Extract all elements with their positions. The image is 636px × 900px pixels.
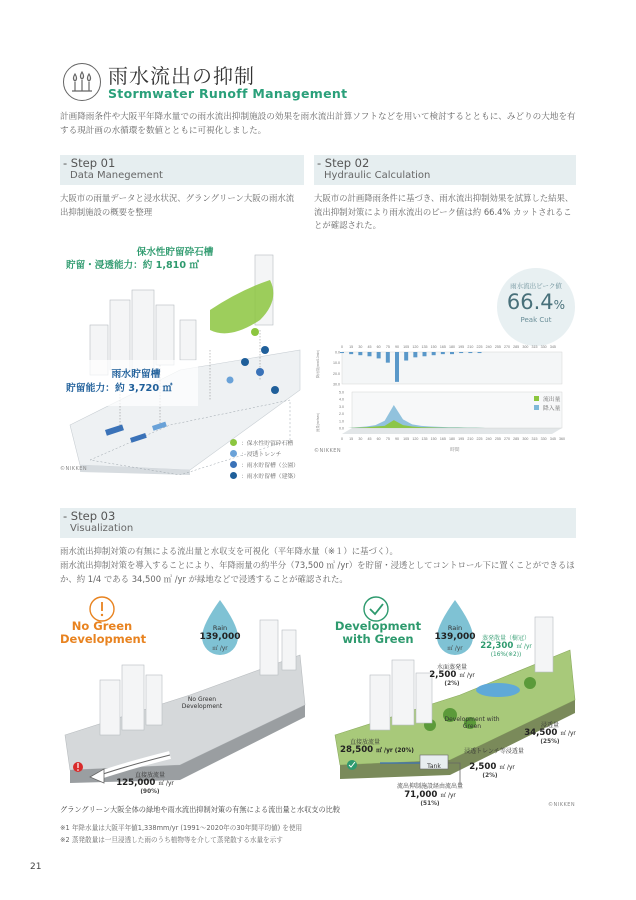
rain-label-right: Rain <box>447 624 463 632</box>
rain-bar <box>413 352 417 357</box>
footnote-2: ※2 蒸発散量は一旦浸透した雨のうち植物等を介して蒸発散する水量を示す <box>60 836 283 844</box>
controlled-unit: ㎥ /yr <box>440 793 456 799</box>
legend-dot <box>230 472 237 479</box>
stormwater-logo-icon <box>63 63 101 101</box>
rain-bar <box>459 352 463 353</box>
rain-y-tick: 30.0 <box>333 382 340 387</box>
rain-x-tick: 165 <box>439 345 446 349</box>
step2-text: 大阪市の計画降雨条件に基づき、雨水流出抑制効果を試算した結果、流出抑制対策により雨水流出のピーク値は約 66.4% カットされることが確認された。 <box>314 193 574 230</box>
flow-y-tick: 2.0 <box>339 412 344 417</box>
rain-unit-left: ㎥ /yr <box>212 646 228 652</box>
rain-bar <box>358 352 362 355</box>
trench-value-wrap <box>460 762 524 772</box>
page-number: 21 <box>30 862 42 872</box>
page-subtitle: Stormwater Runoff Management <box>108 86 348 101</box>
step3-text2: 雨水流出抑制対策を導入することにより、年降雨量の約半分（73,500 ㎥ /yr）を貯留・浸透としてコントロール下に置くことができるほか、約 1/4 である 34,500 ㎥ /yr が緑地などで浸透することが確認された。 <box>60 560 575 584</box>
flow-x-tick: 45 <box>367 437 372 441</box>
rain-y-tick: 0.0 <box>335 350 340 355</box>
flow-x-tick: 90 <box>395 437 399 441</box>
rain-bar <box>386 352 390 363</box>
flow-y-tick: 0.0 <box>339 426 344 431</box>
rain-x-tick: 210 <box>467 345 474 349</box>
rain-bar <box>368 352 372 356</box>
infiltration-value-wrap <box>522 728 578 738</box>
flow-x-tick: 15 <box>349 437 354 441</box>
rain-x-tick: 270 <box>504 345 510 349</box>
rain-value-left: 139,000 <box>199 632 241 642</box>
surface-evap-pct: (2%) <box>444 681 460 687</box>
tank-capacity: 貯留能力：約 3,720 ㎥ <box>66 383 173 394</box>
chart-x-label: 時間 <box>450 448 460 453</box>
flow-x-tick: 150 <box>430 437 437 441</box>
rain-bar <box>349 352 353 354</box>
legend-dot <box>230 461 237 468</box>
with-green-title: Development with Green <box>334 619 422 646</box>
surface-evap-value: 2,500 <box>429 670 457 680</box>
flow-x-tick: 360 <box>559 437 565 441</box>
step3-text1: 雨水流出抑制対策の有無による流出量と水収支を可視化（平年降水量（※１）に基づく）。 <box>60 546 398 556</box>
flow-x-tick: 180 <box>449 437 455 441</box>
step2-name: Hydraulic Calculation <box>324 170 431 181</box>
gravel-capacity: 貯留・浸透能力：約 1,810 ㎥ <box>66 260 199 271</box>
rain-x-tick: 75 <box>385 345 390 349</box>
flow-x-tick: 165 <box>439 437 446 441</box>
rain-y-tick: 20.0 <box>333 371 340 376</box>
step2-header <box>314 155 576 185</box>
surface-evap-value-wrap <box>422 670 482 680</box>
rain-bar <box>450 352 454 354</box>
flow-x-tick: 30 <box>358 437 363 441</box>
flow-y-tick: 4.0 <box>339 397 344 402</box>
rain-label-left: Rain <box>212 624 228 632</box>
peak-label: 雨水流出ピーク値 <box>510 282 562 290</box>
flow-y-label: 流量(m³/sec) <box>316 412 320 432</box>
tank-label: Tank <box>427 763 441 770</box>
peak-value-wrap <box>497 290 575 314</box>
no-green-title: No Green Development <box>60 619 147 646</box>
trench-pct: (2%) <box>482 773 498 779</box>
rain-x-tick: 330 <box>540 345 547 349</box>
chart-legend-runoff: 流出量 <box>534 394 560 403</box>
peak-sub: Peak Cut <box>520 316 552 324</box>
evap-label: 蒸発散量（樹冠） <box>481 635 530 642</box>
rain-x-tick: 0 <box>341 345 343 349</box>
controlled-pct: (51%) <box>420 801 440 807</box>
flow-x-tick: 75 <box>385 437 390 441</box>
flow-x-tick: 240 <box>485 437 492 441</box>
flow-x-tick: 135 <box>421 437 428 441</box>
flow-y-tick: 5.0 <box>339 390 344 395</box>
footnote-1: ※1 年降水量は大阪平年値1,338mm/yr (1991〜2020年の30年間平均値) を使用 <box>60 824 303 832</box>
step3-header <box>60 508 576 538</box>
rain-bar <box>468 352 472 353</box>
trench-unit: ㎥ /yr <box>499 765 515 771</box>
left-runoff-pct: (90%) <box>140 789 160 795</box>
legend-tank-park: ：雨水貯留槽（公園） <box>230 460 299 469</box>
credit: ©NIKKEN <box>60 466 88 472</box>
flow-x-tick: 345 <box>549 437 556 441</box>
flow-x-tick: 330 <box>540 437 547 441</box>
rain-x-tick: 135 <box>421 345 428 349</box>
controlled-value: 71,000 <box>404 790 438 800</box>
left-runoff-value-wrap <box>110 778 180 788</box>
rain-bar <box>441 352 445 354</box>
rain-x-tick: 30 <box>358 345 363 349</box>
step1-name: Data Manegement <box>70 170 163 181</box>
infiltration-unit: ㎥ /yr <box>560 731 576 737</box>
flow-x-tick: 0 <box>341 437 343 441</box>
rain-x-tick: 240 <box>485 345 492 349</box>
evap-pct: (16%(※2)) <box>490 652 522 658</box>
rain-x-tick: 255 <box>494 345 501 349</box>
page-title: 雨水流出の抑制 <box>108 64 255 88</box>
chart-legend-inflow: 降入量 <box>534 403 560 412</box>
rain-x-tick: 15 <box>349 345 354 349</box>
evap-value: 22,300 <box>480 641 514 651</box>
rain-x-tick: 105 <box>403 345 410 349</box>
rain-x-tick: 300 <box>522 345 529 349</box>
with-green-area-label: Development with Green <box>444 716 500 730</box>
rain-x-tick: 120 <box>412 345 419 349</box>
flow-x-tick: 285 <box>513 437 520 441</box>
step1-text: 大阪市の雨量データと浸水状況、グラングリーン大阪の雨水流出抑制施設の概要を整理 <box>60 193 295 217</box>
legend-dot <box>230 450 237 457</box>
fig-credit: ©NIKKEN <box>548 802 576 808</box>
legend-gravel: ：保水性貯留砕石槽 <box>230 438 293 447</box>
legend-swatch <box>534 396 539 401</box>
rain-x-tick: 315 <box>531 345 538 349</box>
legend-swatch <box>534 405 539 410</box>
rain-y-tick: 10.0 <box>333 361 340 366</box>
direct-runoff-unit: ㎥ /yr (20%) <box>376 748 414 754</box>
no-green-area-label: No Green Development <box>181 696 223 710</box>
flow-x-tick: 60 <box>376 437 381 441</box>
rain-panel <box>342 352 562 384</box>
controlled-label: 流出抑制施設経由流出量 <box>396 783 463 790</box>
controlled-value-wrap <box>380 790 480 800</box>
rain-x-tick: 90 <box>395 345 399 349</box>
infiltration-value: 34,500 <box>524 728 558 738</box>
rain-value-right: 139,000 <box>434 632 476 642</box>
evap-unit: ㎥ /yr <box>516 644 532 650</box>
flow-x-tick: 315 <box>531 437 538 441</box>
step2-number: - Step 02 <box>317 156 370 170</box>
surface-evap-unit: ㎥ /yr <box>459 673 475 679</box>
legend-dot <box>230 439 237 446</box>
left-runoff-label: 直接放流量 <box>134 772 165 779</box>
step3-number: - Step 03 <box>63 509 116 523</box>
chart-credit: ©NIKKEN <box>314 448 342 454</box>
flow-x-tick: 255 <box>494 437 501 441</box>
left-runoff-value: 125,000 <box>116 778 156 788</box>
flow-y-tick: 1.0 <box>339 419 344 424</box>
rain-bar <box>340 352 344 353</box>
flow-x-tick: 270 <box>504 437 510 441</box>
tank-title: 雨水貯留槽 <box>111 369 161 380</box>
rain-x-tick: 180 <box>449 345 455 349</box>
peak-percent: % <box>553 298 566 312</box>
flow-x-tick: 105 <box>403 437 410 441</box>
step3-name: Visualization <box>70 523 134 534</box>
rain-x-tick: 150 <box>430 345 437 349</box>
rain-x-tick: 195 <box>458 345 465 349</box>
surface-evap-label: 水面蒸発量 <box>436 664 467 671</box>
direct-runoff-value: 28,500 <box>340 745 374 755</box>
rain-bar <box>395 352 399 382</box>
direct-runoff-label: 直接放流量 <box>349 739 380 746</box>
trench-label: 浸透トレンチ等浸透量 <box>464 748 524 755</box>
rain-x-tick: 45 <box>367 345 372 349</box>
flow-x-tick: 210 <box>467 437 474 441</box>
rain-bar <box>423 352 427 356</box>
left-runoff-unit: ㎥ /yr <box>158 781 174 787</box>
flow-x-tick: 225 <box>476 437 483 441</box>
rain-bar <box>478 352 482 353</box>
step1-header <box>60 155 304 185</box>
rain-bar <box>377 352 381 358</box>
infiltration-pct: (25%) <box>540 739 560 745</box>
step1-number: - Step 01 <box>63 156 116 170</box>
flow-x-tick: 300 <box>522 437 529 441</box>
trench-value: 2,500 <box>469 762 497 772</box>
flow-x-tick: 120 <box>412 437 419 441</box>
rain-x-tick: 345 <box>549 345 556 349</box>
legend-tank-building: ：雨水貯留槽（建築） <box>230 471 299 480</box>
legend-trench: ：浸透トレンチ <box>230 449 281 458</box>
rain-x-tick: 60 <box>376 345 381 349</box>
rain-x-tick: 285 <box>513 345 520 349</box>
flow-floor <box>342 428 562 434</box>
rain-bar <box>432 352 436 355</box>
rain-unit-right: ㎥ /yr <box>447 646 463 652</box>
intro-text: 計画降雨条件や大阪平年降水量での雨水流出抑制施設の効果を雨水流出計算ソフトなどを用いて検討するとともに、みどりの大地を有する現計画の水循環を数値とともに可視化しました。 <box>60 112 576 136</box>
peak-value: 66.4 <box>506 290 554 314</box>
infiltration-label: 浸透量 <box>540 722 559 729</box>
gravel-title: 保水性貯留砕石槽 <box>136 247 214 258</box>
flow-x-tick: 195 <box>458 437 465 441</box>
direct-runoff-value-wrap <box>340 745 430 755</box>
figure-caption: グラングリーン大阪全体の緑地や雨水流出抑制対策の有無による流出量と水収支の比較 <box>60 805 341 814</box>
evap-value-wrap <box>474 641 538 651</box>
rain-bar <box>404 352 408 361</box>
rain-x-tick: 225 <box>476 345 483 349</box>
rain-y-label: 降雨量(mm/10min) <box>316 349 320 378</box>
flow-y-tick: 3.0 <box>339 404 344 409</box>
